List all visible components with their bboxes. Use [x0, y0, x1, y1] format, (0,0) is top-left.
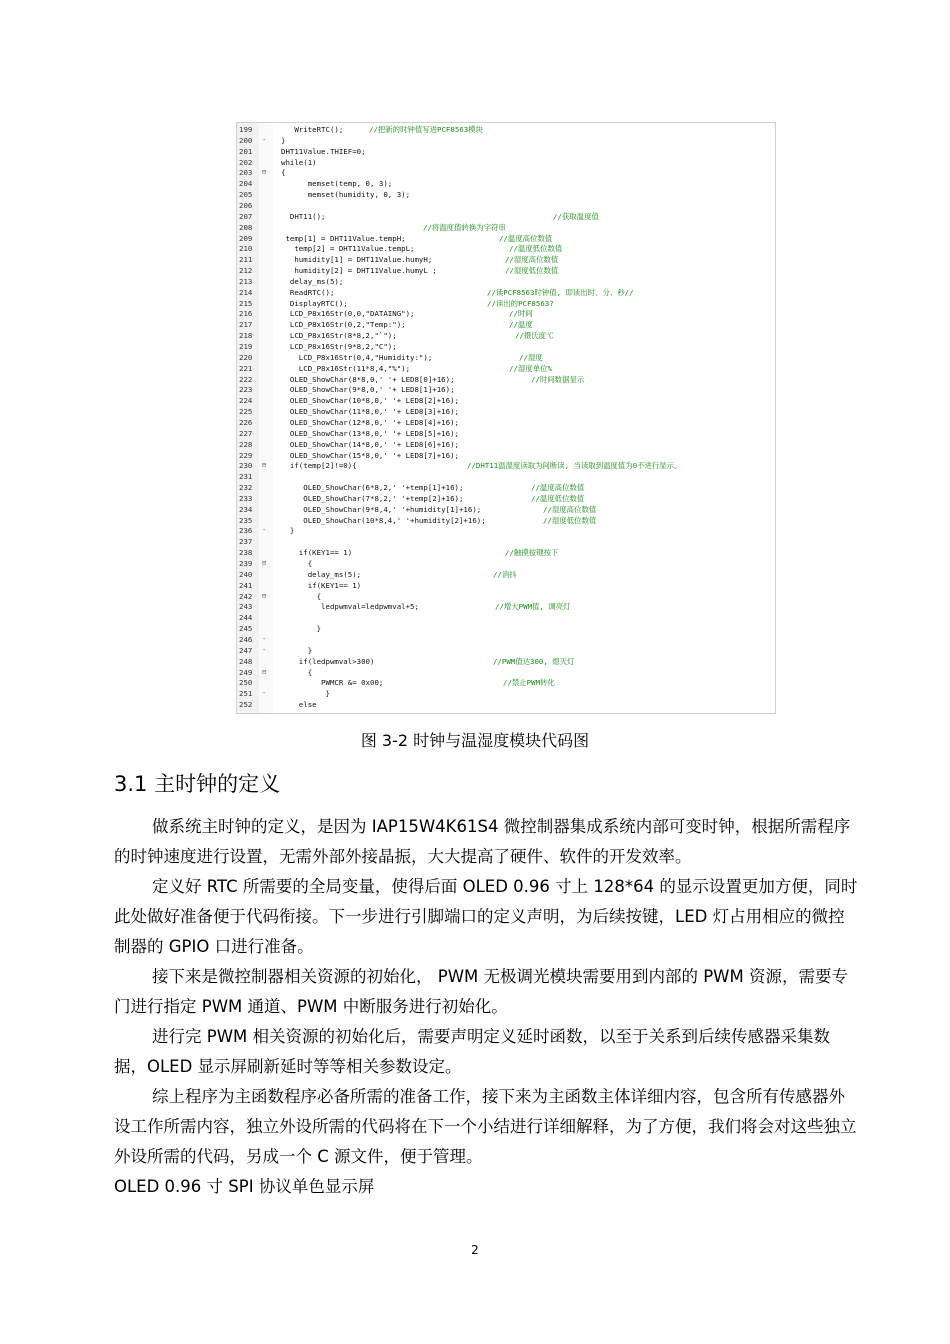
code-line [237, 384, 775, 395]
code-text: delay_ms(5); [281, 276, 344, 286]
code-text: memset(temp, 0, 3); [281, 179, 393, 189]
code-line [237, 406, 775, 417]
code-text: temp[2] = DHT11Value.tempL; [281, 244, 415, 254]
code-line [237, 178, 775, 189]
code-comment: //湿度单位% [509, 363, 552, 373]
line-number: 246 [239, 634, 253, 644]
code-comment: //DHT11温湿度读取为间断读, 当读取到温度值为0不进行显示。 [467, 461, 682, 471]
code-text: if(ledpwmval>300) [281, 656, 375, 666]
code-comment: //温度高位数值 [499, 233, 553, 243]
trailing-line: OLED 0.96 寸 SPI 协议单色显示屏 [114, 1177, 375, 1196]
code-text: delay_ms(5); [281, 569, 362, 579]
code-line [237, 135, 775, 146]
code-line [237, 558, 775, 569]
line-number: 231 [239, 472, 253, 482]
code-text: OLED_ShowChar(6*8,2,' '+temp[1]+16); [281, 483, 464, 493]
code-line [237, 612, 775, 623]
code-comment: //PWM值达300, 熄灭灯 [493, 656, 575, 666]
line-number: 225 [239, 407, 253, 417]
code-screenshot-figure [236, 122, 776, 714]
line-number: 203 [239, 168, 253, 178]
code-line [237, 493, 775, 504]
code-line [237, 525, 775, 536]
code-text: { [281, 667, 313, 677]
code-text: OLED_ShowChar(9*8,0,' '+ LED8[1]+16); [281, 385, 455, 395]
code-text: LCD_P8x16Str(11*8,4,"%"); [281, 363, 411, 373]
code-line [237, 233, 775, 244]
code-comment: //获取温度值 [553, 211, 599, 221]
code-line [237, 157, 775, 168]
fold-marker: ⊟ [262, 559, 267, 567]
line-number: 230 [239, 461, 253, 471]
code-line [237, 417, 775, 428]
fold-marker: ⊟ [262, 168, 267, 177]
code-line [237, 374, 775, 385]
line-number: 248 [239, 656, 253, 666]
code-text: OLED_ShowChar(11*8,0,' '+ LED8[3]+16); [281, 407, 459, 417]
code-line [237, 677, 775, 688]
code-line [237, 601, 775, 612]
line-number: 204 [239, 179, 253, 189]
code-comment: //增大PWM值, 调亮灯 [495, 602, 571, 612]
code-text: } [281, 526, 295, 536]
code-comment: //湿度高位数值 [543, 504, 597, 514]
line-number: 235 [239, 515, 253, 525]
line-number: 218 [239, 331, 253, 341]
code-text: else [281, 700, 317, 710]
line-number: 208 [239, 222, 253, 232]
line-number: 201 [239, 146, 253, 156]
code-text: OLED_ShowChar(8*8,0,' '+ LED8[0]+16); [281, 374, 455, 384]
line-number: 217 [239, 320, 253, 330]
code-comment: //时间数据显示 [531, 374, 585, 384]
code-text: { [281, 168, 286, 178]
line-number: 241 [239, 580, 253, 590]
code-line [237, 330, 775, 341]
line-number: 240 [239, 569, 253, 579]
code-text: ReadRTC(); [281, 287, 335, 297]
code-text: OLED_ShowChar(15*8,0,' '+ LED8[7]+16); [281, 450, 459, 460]
code-comment: //温度低位数值 [531, 493, 585, 503]
line-number: 213 [239, 276, 253, 286]
line-number: 252 [239, 700, 253, 710]
code-comment: //将温度值转换为字符串 [423, 222, 506, 232]
paragraph: 接下来是微控制器相关资源的初始化， PWM 无极调光模块需要用到内部的 PWM 资源，需要专门进行指定 PWM 通道、PWM 中断服务进行初始化。 [114, 967, 848, 1016]
line-number: 238 [239, 548, 253, 558]
code-line [237, 634, 775, 645]
code-text: } [281, 689, 330, 699]
code-line [237, 450, 775, 461]
code-line [237, 146, 775, 157]
code-line [237, 222, 775, 233]
code-line [237, 699, 775, 710]
fold-marker: ⊟ [262, 461, 267, 470]
paragraph: 进行完 PWM 相关资源的初始化后，需要声明定义延时函数，以至于关系到后续传感器采集数据，OLED 显示屏刷新延时等等相关参数设定。 [114, 1027, 830, 1076]
line-number: 205 [239, 190, 253, 200]
code-comment: //摄氏度℃ [515, 331, 554, 341]
fold-marker: - [262, 634, 267, 643]
code-text: LCD_P8x16Str(0,2,"Temp:"); [281, 320, 406, 330]
line-number: 249 [239, 667, 253, 677]
paragraph: 综上程序为主函数程序必备所需的准备工作，接下来为主函数主体详细内容，包含所有传感器外设工作所需内容，独立外设所需的代码将在下一个小结进行详细解释，为了方便，我们将会对这些独立外设所需的代码，另成一个 C 源文件，便于管理。 [114, 1087, 857, 1166]
code-line [237, 547, 775, 558]
code-line [237, 460, 775, 471]
code-text: PWMCR &= 0x00; [281, 678, 384, 688]
page-number: 2 [471, 1243, 479, 1257]
line-number: 200 [239, 135, 253, 145]
line-number: 214 [239, 287, 253, 297]
code-comment: //湿度低位数值 [505, 266, 559, 276]
fold-marker: - [262, 645, 267, 654]
code-line [237, 308, 775, 319]
code-comment: //时间 [509, 309, 533, 319]
line-number: 207 [239, 211, 253, 221]
code-comment: //温度高位数值 [531, 483, 585, 493]
code-text: OLED_ShowChar(13*8,0,' '+ LED8[5]+16); [281, 428, 459, 438]
line-number: 199 [239, 125, 253, 134]
paragraph: 做系统主时钟的定义，是因为 IAP15W4K61S4 微控制器集成系统内部可变时钟，根据所需程序的时钟速度进行设置，无需外部外接晶振，大大提高了硬件、软件的开发效率。 [114, 817, 851, 866]
code-line [237, 167, 775, 178]
code-line [237, 591, 775, 602]
code-line [237, 211, 775, 222]
line-number: 239 [239, 559, 253, 568]
line-number: 226 [239, 417, 253, 427]
line-number: 210 [239, 244, 253, 254]
line-number: 234 [239, 504, 253, 514]
code-line [237, 482, 775, 493]
line-number: 224 [239, 396, 253, 406]
code-line [237, 352, 775, 363]
code-line [237, 298, 775, 309]
paragraph: 定义好 RTC 所需要的全局变量，使得后面 OLED 0.96 寸上 128*64 的显示设置更加方便，同时此处做好准备便于代码衔接。下一步进行引脚端口的定义声明，为后续按键，LED 灯占用相应的微控制器的 GPIO 口进行准备。 [114, 877, 858, 956]
code-comment: //湿度低位数值 [543, 515, 597, 525]
line-number: 229 [239, 450, 253, 460]
line-number: 221 [239, 363, 253, 373]
code-line [237, 515, 775, 526]
fold-marker: - [262, 689, 267, 698]
code-comment: //湿度高位数值 [505, 255, 559, 265]
line-number: 232 [239, 483, 253, 493]
code-line [237, 471, 775, 482]
code-text: } [281, 135, 286, 145]
line-number: 202 [239, 157, 253, 167]
line-number: 247 [239, 645, 253, 655]
line-number: 215 [239, 298, 253, 308]
code-text: } [281, 624, 322, 634]
code-text: temp[1] = DHT11Value.tempH; [281, 233, 406, 243]
line-number: 212 [239, 266, 253, 276]
code-comment: //消抖 [493, 569, 517, 579]
code-text: OLED_ShowChar(10*8,4,' '+humidity[2]+16); [281, 515, 486, 525]
line-number: 243 [239, 602, 253, 612]
line-number: 251 [239, 689, 253, 699]
code-text: humidity[1] = DHT11Value.humyH; [281, 255, 433, 265]
code-text: if(temp[2]!=0){ [281, 461, 357, 471]
code-line [237, 688, 775, 699]
code-line [237, 656, 775, 667]
line-number: 237 [239, 537, 253, 547]
code-text: LCD_P8x16Str(8*8,2,"`"); [281, 331, 397, 341]
line-number: 223 [239, 385, 253, 395]
code-line [237, 395, 775, 406]
line-number: 220 [239, 352, 253, 362]
code-line [237, 504, 775, 515]
line-number: 209 [239, 233, 253, 243]
code-line [237, 200, 775, 211]
line-number: 245 [239, 624, 253, 634]
code-comment: //温度低位数值 [509, 244, 563, 254]
code-line [237, 536, 775, 547]
line-number: 236 [239, 526, 253, 536]
code-line [237, 265, 775, 276]
line-number: 227 [239, 428, 253, 438]
code-comment: //读PCF8563时钟值, 即读出时、分、秒// [487, 287, 634, 297]
code-line [237, 439, 775, 450]
code-text: if(KEY1== 1) [281, 580, 362, 590]
fold-marker: ⊟ [262, 667, 267, 676]
code-line [237, 189, 775, 200]
code-text: OLED_ShowChar(10*8,0,' '+ LED8[2]+16); [281, 396, 459, 406]
code-line [237, 276, 775, 287]
code-text: LCD_P8x16Str(0,0,"DATAING"); [281, 309, 415, 319]
code-line [237, 580, 775, 591]
code-line [237, 319, 775, 330]
code-text: DisplayRTC(); [281, 298, 348, 308]
figure-caption: 图 3-2 时钟与温湿度模块代码图 [360, 731, 590, 750]
line-number: 206 [239, 200, 253, 210]
code-text: OLED_ShowChar(7*8,2,' '+temp[2]+16); [281, 493, 464, 503]
code-line [237, 667, 775, 678]
code-line [237, 428, 775, 439]
code-text: humidity[2] = DHT11Value.humyL ; [281, 266, 437, 276]
code-line [237, 243, 775, 254]
line-number: 216 [239, 309, 253, 319]
code-comment: //温度 [509, 320, 533, 330]
fold-marker: ⊟ [262, 591, 267, 600]
line-number: 211 [239, 255, 253, 265]
code-text: ledpwmval=ledpwmval+5; [281, 602, 419, 612]
code-text: DHT11(); [281, 211, 326, 221]
code-line [237, 341, 775, 352]
code-line [237, 287, 775, 298]
code-text: } [281, 645, 313, 655]
line-number: 250 [239, 678, 253, 688]
line-number: 242 [239, 591, 253, 601]
fold-marker: - [262, 135, 267, 144]
code-text: LCD_P8x16Str(0,4,"Humidity:"); [281, 352, 433, 362]
code-text: OLED_ShowChar(14*8,0,' '+ LED8[6]+16); [281, 439, 459, 449]
code-comment: //把新的时钟值写进PCF8563模块 [369, 125, 483, 134]
line-number: 244 [239, 613, 253, 623]
code-text: while(1) [281, 157, 317, 167]
line-number: 228 [239, 439, 253, 449]
section-heading: 3.1 主时钟的定义 [114, 772, 281, 796]
code-text: memset(humidity, 0, 3); [281, 190, 411, 200]
line-number: 219 [239, 342, 253, 351]
code-text: OLED_ShowChar(9*8,4,' '+humidity[1]+16); [281, 504, 482, 514]
code-line [237, 254, 775, 265]
code-text: { [281, 559, 313, 568]
code-line [237, 124, 775, 135]
code-comment: //读出的PCF8563? [487, 298, 554, 308]
code-text: LCD_P8x16Str(9*8,2,"C"); [281, 342, 397, 351]
code-text: { [281, 591, 322, 601]
code-line [237, 363, 775, 374]
line-number: 233 [239, 493, 253, 503]
code-line [237, 645, 775, 656]
code-comment: //湿度 [519, 352, 543, 362]
code-text: WriteRTC(); [281, 125, 344, 134]
fold-marker: - [262, 526, 267, 535]
code-text: OLED_ShowChar(12*8,0,' '+ LED8[4]+16); [281, 417, 459, 427]
code-comment: //禁止PWM转化 [503, 678, 555, 688]
code-line [237, 623, 775, 634]
code-line [237, 569, 775, 580]
code-comment: //触摸按键按下 [505, 548, 559, 558]
code-text: DHT11Value.THIEF=0; [281, 146, 366, 156]
line-number: 222 [239, 374, 253, 384]
code-text: if(KEY1== 1) [281, 548, 353, 558]
